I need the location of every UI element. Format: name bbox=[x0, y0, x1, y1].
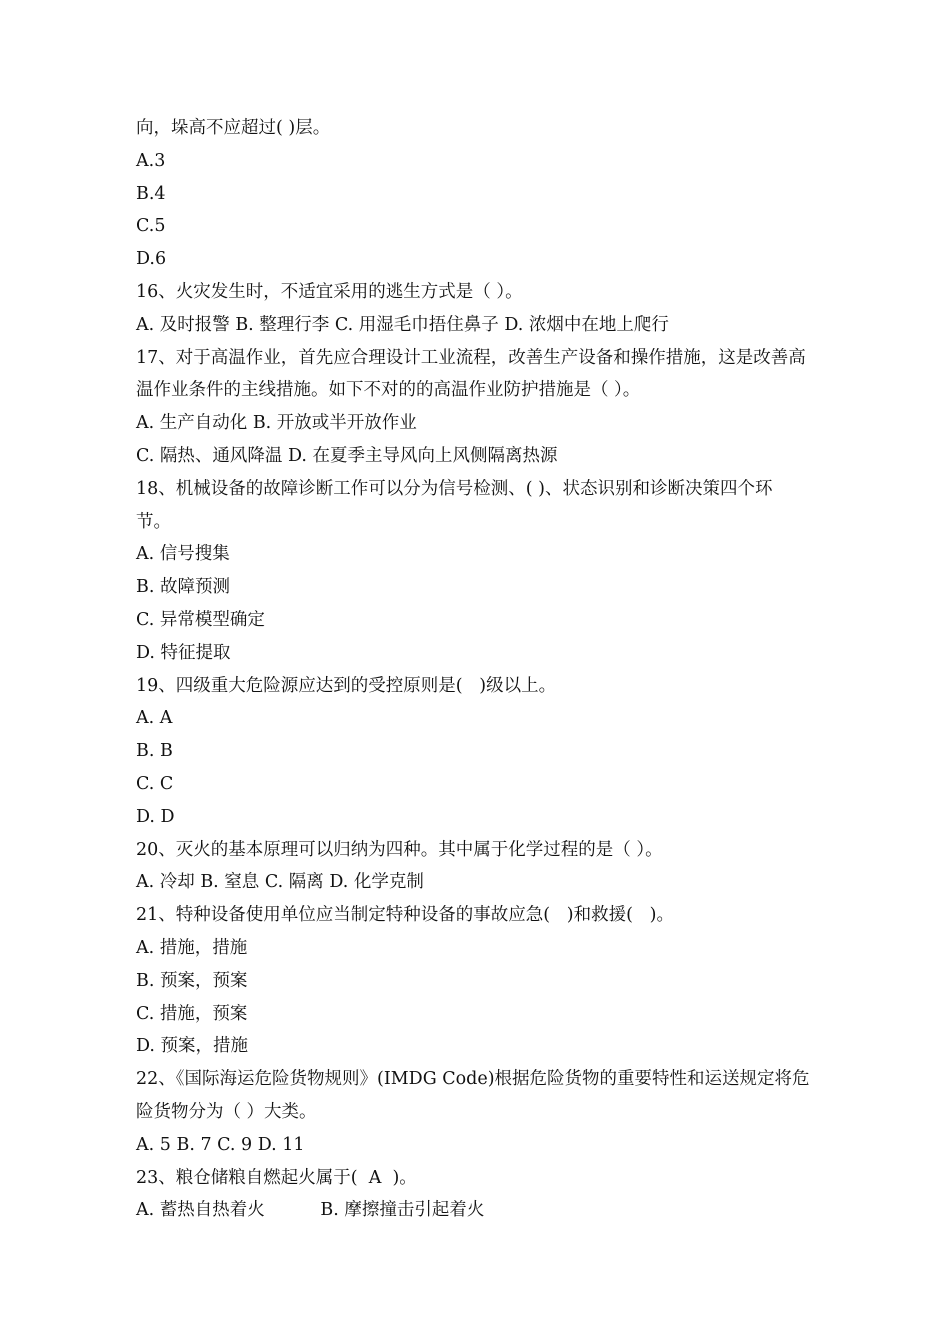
question-20: 20、灭火的基本原理可以归纳为四种。其中属于化学过程的是（ ）。 bbox=[136, 839, 663, 860]
option-line: A. 5 B. 7 C. 9 D. 11 bbox=[136, 1134, 305, 1155]
text-line: 温作业条件的主线措施。如下不对的的高温作业防护措施是（ ）。 bbox=[136, 380, 641, 401]
question-19: 19、四级重大危险源应达到的受控原则是( )级以上。 bbox=[136, 675, 557, 696]
option-line: A. 信号搜集 bbox=[136, 544, 230, 565]
option-line: A.3 bbox=[136, 150, 166, 171]
option-line: C. 措施，预案 bbox=[136, 1003, 248, 1024]
option-line: D. 特征提取 bbox=[136, 642, 231, 663]
option-line: A. A bbox=[136, 708, 173, 729]
option-line: C. 隔热、通风降温 D. 在夏季主导风向上风侧隔离热源 bbox=[136, 445, 558, 466]
option-line: D.6 bbox=[136, 249, 167, 270]
question-16: 16、火灾发生时，不适宜采用的逃生方式是（ ）。 bbox=[136, 281, 523, 302]
option-line: A. 生产自动化 B. 开放或半开放作业 bbox=[136, 413, 417, 434]
option-line: C. 异常模型确定 bbox=[136, 609, 265, 630]
option-line: A. 冷却 B. 窒息 C. 隔离 D. 化学克制 bbox=[136, 872, 424, 893]
document-page bbox=[136, 112, 842, 1227]
text-line: 险货物分为（ ）大类。 bbox=[136, 1101, 317, 1122]
option-line: D. 预案，措施 bbox=[136, 1036, 249, 1057]
question-18: 18、机械设备的故障诊断工作可以分为信号检测、( )、状态识别和诊断决策四个环 bbox=[136, 478, 773, 499]
option-line: B.4 bbox=[136, 183, 166, 204]
option-line: C.5 bbox=[136, 216, 166, 237]
option-line: D. D bbox=[136, 806, 175, 827]
option-line: A. 及时报警 B. 整理行李 C. 用湿毛巾捂住鼻子 D. 浓烟中在地上爬行 bbox=[136, 314, 669, 335]
option-line: B. 预案，预案 bbox=[136, 970, 248, 991]
question-21: 21、特种设备使用单位应当制定特种设备的事故应急( )和救援( )。 bbox=[136, 905, 674, 926]
option-line: B. B bbox=[136, 741, 173, 762]
option-line: A. 蓄热自热着火 B. 摩擦撞击引起着火 bbox=[136, 1200, 485, 1221]
question-23: 23、粮仓储粮自燃起火属于( A )。 bbox=[136, 1167, 417, 1188]
option-line: B. 故障预测 bbox=[136, 577, 230, 598]
text-line: 节。 bbox=[136, 511, 171, 532]
question-17: 17、对于高温作业，首先应合理设计工业流程，改善生产设备和操作措施，这是改善高 bbox=[136, 347, 806, 368]
text-line: 向，垛高不应超过( )层。 bbox=[136, 118, 331, 138]
option-line: A. 措施，措施 bbox=[136, 937, 248, 958]
question-22: 22、《国际海运危险货物规则》(IMDG Code)根据危险货物的重要特性和运送规定将危 bbox=[136, 1069, 810, 1090]
option-line: C. C bbox=[136, 773, 174, 794]
